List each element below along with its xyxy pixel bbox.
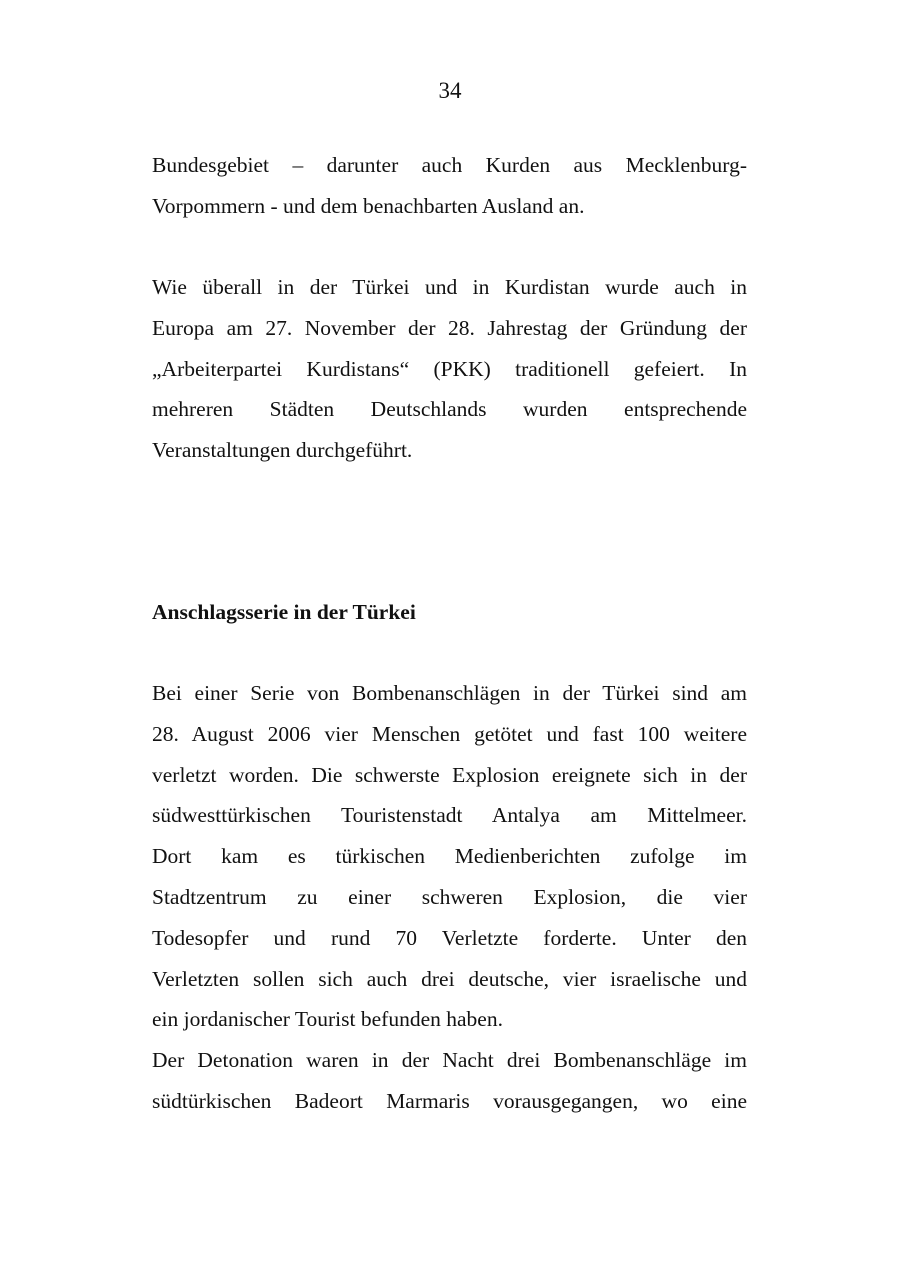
section-heading: Anschlagsserie in der Türkei [152, 600, 416, 624]
paragraph-line: südwesttürkischen Touristenstadt Antalya am Mittelmeer. [152, 803, 747, 828]
paragraph-line: Vorpommern - und dem benachbarten Ausland an. [152, 193, 585, 218]
paragraph-line: 28. August 2006 vier Menschen getötet und fast 100 weitere [152, 721, 747, 746]
paragraph-line: südtürkischen Badeort Marmaris vorausgegangen, wo eine [152, 1088, 747, 1113]
paragraph-line: Europa am 27. November der 28. Jahrestag der Gründung der [152, 315, 747, 340]
paragraph-line: Wie überall in der Türkei und in Kurdistan wurde auch in [152, 275, 747, 299]
paragraph-continuation [152, 145, 747, 227]
paragraph-line: „Arbeiterpartei Kurdistans“ (PKK) traditionell gefeiert. In [152, 356, 747, 381]
paragraph-line: mehreren Städten Deutschlands wurden entsprechende [152, 397, 747, 422]
paragraph-line: Dort kam es türkischen Medienberichten zufolge im [152, 844, 747, 869]
paragraph-line: Verletzten sollen sich auch drei deutsche, vier israelische und [152, 966, 747, 991]
paragraph-line: Bei einer Serie von Bombenanschlägen in der Türkei sind am [152, 681, 747, 705]
paragraph-line: Todesopfer und rund 70 Verletzte forderte. Unter den [152, 925, 747, 950]
paragraph-marmaris [152, 1040, 747, 1122]
paragraph-pkk-anniversary [152, 267, 747, 471]
paragraph-line: Stadtzentrum zu einer schweren Explosion, die vier [152, 884, 747, 909]
paragraph-line: Veranstaltungen durchgeführt. [152, 438, 413, 463]
paragraph-bomb-attacks [152, 673, 747, 1040]
paragraph-line: Bundesgebiet – darunter auch Kurden aus Mecklenburg- [152, 153, 747, 177]
paragraph-line: verletzt worden. Die schwerste Explosion ereignete sich in der [152, 762, 747, 787]
page-number: 34 [438, 78, 462, 103]
paragraph-line: ein jordanischer Tourist befunden haben. [152, 1007, 503, 1032]
paragraph-line: Der Detonation waren in der Nacht drei Bombenanschläge im [152, 1048, 747, 1072]
